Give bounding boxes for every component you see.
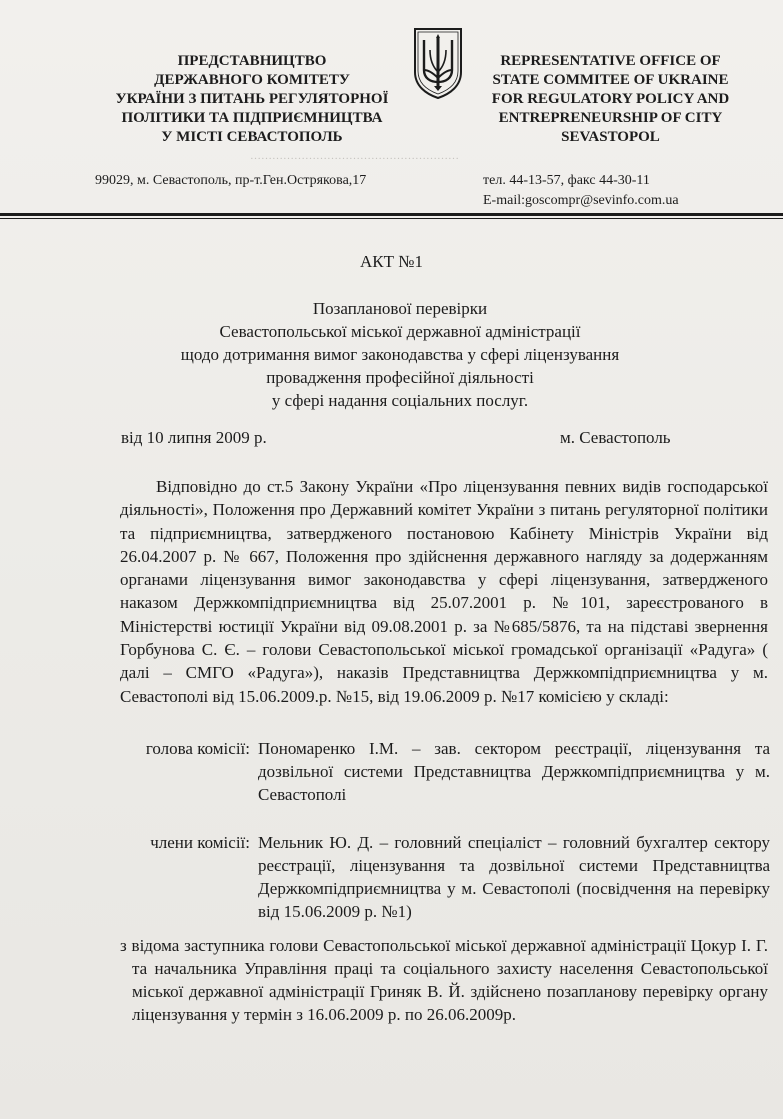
header-left-line: ПРЕДСТАВНИЦТВО xyxy=(177,53,327,69)
body-paragraph: Відповідно до ст.5 Закону України «Про ліцензування певних видів господарської діяльності», Положення про Державний комітет України з питань регуляторної політики та підприємництва, затвердженого постановою Кабінету Міністрів України від 26.04.2007 р. № 667, Положення про здійснення державного нагляду за додержанням органами ліцензування вимог законодавства у сфері ліцензування, затвердженого наказом Держкомпідприємництва від 25.07.2001 р. №101, зареєстрованого в Міністерстві юстиції України від 09.08.2001 р. за №685/5876, та на підставі звернення Горбунова С. Є. – голови Севастопольської міської громадської організації «Радуга» ( далі – СМГО «Радуга»), наказів Представництва Держкомпідприємництва у м. Севастополі від 15.06.2009.р. №15, від 19.06.2009 р. №17 комісією у складі: xyxy=(120,477,768,706)
trident-coat-of-arms-icon xyxy=(412,26,464,100)
header-right-line: ENTREPRENEURSHIP OF CITY xyxy=(498,110,723,126)
act-date: від 10 липня 2009 р. xyxy=(121,428,267,447)
subject-line: Позапланової перевірки xyxy=(312,299,488,318)
subject-line: у сфері надання соціальних послуг. xyxy=(271,391,529,410)
contact-block xyxy=(483,171,679,211)
commission-members-label: члени комісії: xyxy=(150,833,250,852)
act-place: м. Севастополь xyxy=(560,428,671,447)
email-address: E-mail:goscompr@sevinfo.com.ua xyxy=(483,193,679,208)
act-subject xyxy=(140,297,660,412)
bleed-through-text: ………………………………………………… xyxy=(250,150,459,162)
commission-members-text: Мельник Ю. Д. – головний спеціаліст – головний бухгалтер сектору реєстрації, ліцензування та дозвільної системи Представництва Держкомпідприємництва у м. Севастополі (посвідчення на перевірку від 15.06.2009 р. №1) xyxy=(258,833,770,921)
header-right-line: SEVASTOPOL xyxy=(561,129,660,145)
header-left-line: УКРАЇНИ З ПИТАНЬ РЕГУЛЯТОРНОЇ xyxy=(115,91,389,107)
header-divider-thin xyxy=(0,218,783,219)
header-left-block xyxy=(92,52,412,147)
office-address: 99029, м. Севастополь, пр-т.Ген.Острякова,17 xyxy=(95,173,367,188)
header-left-line: У МІСТІ СЕВАСТОПОЛЬ xyxy=(161,129,343,145)
act-title: АКТ №1 xyxy=(360,252,423,271)
header-right-line: REPRESENTATIVE OFFICE OF xyxy=(500,53,721,69)
commission-head-text: Пономаренко І.М. – зав. сектором реєстрації, ліцензування та дозвільної системи Представництва Держкомпідприємництва у м. Севастополі xyxy=(258,739,770,804)
subject-line: Севастопольської міської державної адміністрації xyxy=(219,322,581,341)
header-right-line: FOR REGULATORY POLICY AND xyxy=(491,91,730,107)
final-paragraph: з відома заступника голови Севастопольської міської державної адміністрації Цокур І. Г. та начальника Управління праці та соціального захисту населення Севастопольської міської державної адміністрації Гриняк В. Й. здійснено позапланову перевірку органу ліцензування у термін з 16.06.2009 р. по 26.06.2009р. xyxy=(120,936,768,1024)
header-right-line: STATE COMMITEE OF UKRAINE xyxy=(492,72,729,88)
commission-head-label: голова комісії: xyxy=(145,739,250,758)
header-left-line: ДЕРЖАВНОГО КОМІТЕТУ xyxy=(154,72,350,88)
header-left-line: ПОЛІТИКИ ТА ПІДПРИЄМНИЦТВА xyxy=(121,110,383,126)
subject-line: провадження професійної діяльності xyxy=(266,368,534,387)
phone-fax: тел. 44-13-57, факс 44-30-11 xyxy=(483,173,650,188)
subject-line: щодо дотримання вимог законодавства у сфері ліцензування xyxy=(180,345,620,364)
header-right-block xyxy=(468,52,768,147)
header-divider-thick xyxy=(0,213,783,216)
